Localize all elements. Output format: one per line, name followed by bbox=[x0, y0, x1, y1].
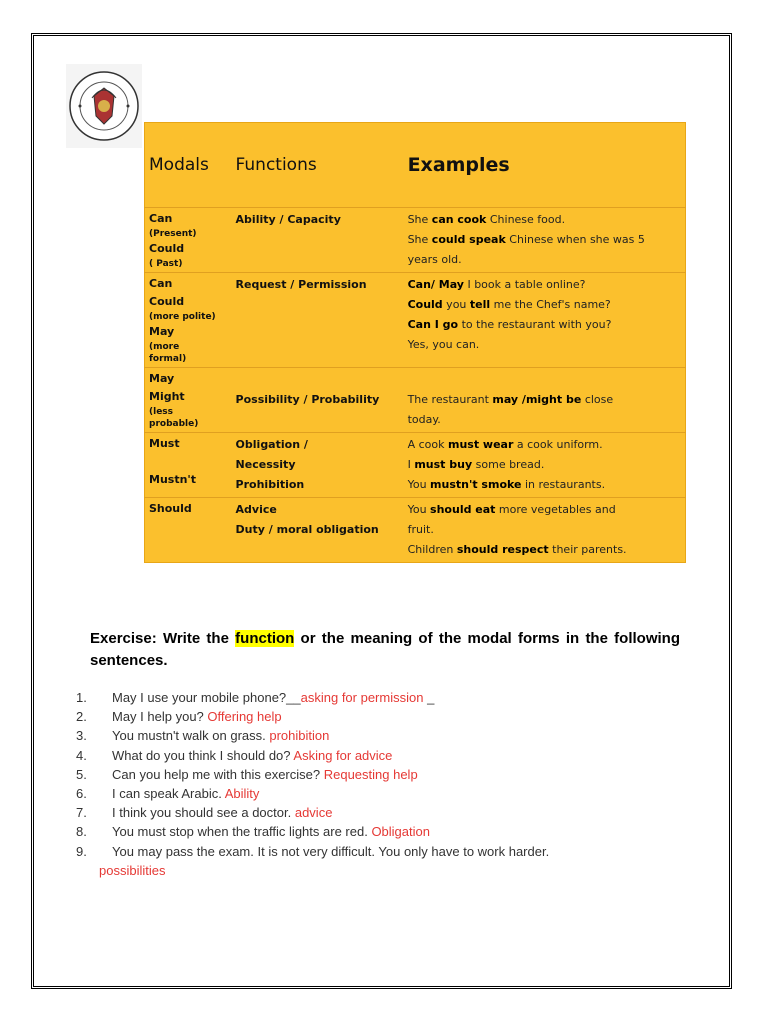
table-row bbox=[145, 208, 686, 273]
item-answer: Ability bbox=[224, 786, 260, 802]
function-cell bbox=[232, 498, 404, 563]
item-question: I think you should see a doctor. bbox=[112, 805, 295, 821]
modal-word: (more bbox=[149, 342, 180, 352]
example-text: close bbox=[581, 393, 614, 406]
list-item bbox=[76, 842, 696, 880]
item-question: You must stop when the traffic lights are red. bbox=[112, 824, 372, 840]
modal-word: ( Past) bbox=[149, 259, 183, 269]
example-modal-phrase: should eat bbox=[430, 503, 496, 516]
item-number: 9. bbox=[76, 843, 87, 859]
function-cell bbox=[232, 368, 404, 433]
modal-word: probable) bbox=[149, 419, 199, 429]
item-question: What do you think I should do? bbox=[112, 747, 294, 763]
exercise-title-start: Exercise: Write the bbox=[90, 630, 236, 647]
example-text: a cook uniform. bbox=[513, 438, 603, 451]
example-line bbox=[408, 435, 681, 455]
example-modal-phrase: mustn't smoke bbox=[430, 478, 522, 491]
header-functions: Functions bbox=[235, 155, 317, 175]
item-question: I can speak Arabic. bbox=[112, 786, 225, 802]
modal-word bbox=[149, 453, 228, 471]
item-answer: prohibition bbox=[269, 728, 330, 744]
function-label bbox=[236, 370, 400, 390]
item-number: 8. bbox=[76, 824, 87, 840]
example-cell bbox=[404, 368, 686, 433]
example-text: in restaurants. bbox=[521, 478, 606, 491]
modal-cell bbox=[145, 433, 232, 498]
function-label: Request / Permission bbox=[235, 278, 367, 291]
example-text: I bbox=[407, 458, 415, 471]
example-modal-phrase: must wear bbox=[447, 438, 514, 451]
example-cell bbox=[404, 433, 686, 498]
modal-word: Can bbox=[149, 277, 173, 290]
example-line bbox=[408, 275, 681, 295]
example-line bbox=[408, 410, 681, 430]
example-line bbox=[408, 455, 681, 475]
item-question: May I use your mobile phone?__ bbox=[112, 690, 301, 705]
item-question: You mustn't walk on grass. bbox=[112, 728, 270, 744]
function-cell bbox=[232, 273, 404, 368]
example-line bbox=[408, 335, 681, 355]
example-text: today. bbox=[407, 413, 441, 426]
example-line bbox=[408, 210, 681, 230]
example-text: Children bbox=[407, 543, 457, 556]
example-line bbox=[408, 520, 681, 540]
item-answer: Offering help bbox=[207, 709, 282, 725]
example-text: I book a table online? bbox=[463, 278, 586, 291]
item-number: 6. bbox=[76, 786, 87, 802]
function-cell bbox=[232, 208, 404, 273]
example-line bbox=[408, 540, 681, 560]
example-text: She bbox=[407, 213, 432, 226]
modal-word: (less bbox=[149, 407, 174, 417]
modal-word: May bbox=[149, 325, 175, 338]
function-label: Advice bbox=[235, 503, 277, 516]
example-line bbox=[408, 315, 681, 335]
example-modal-phrase: could speak bbox=[431, 233, 506, 246]
example-text: Yes, you can. bbox=[407, 338, 480, 351]
example-modal-phrase: Can/ May bbox=[407, 278, 464, 291]
ministry-seal-logo bbox=[66, 64, 142, 148]
example-modal-phrase: may /might be bbox=[492, 393, 582, 406]
item-answer: Obligation bbox=[371, 824, 430, 840]
item-number: 7. bbox=[76, 805, 87, 821]
example-text: me the Chef's name? bbox=[490, 298, 611, 311]
item-question: May I help you? bbox=[112, 709, 208, 725]
function-label: Duty / moral obligation bbox=[235, 523, 379, 536]
example-modal-phrase: tell bbox=[469, 298, 491, 311]
example-modal-phrase: must buy bbox=[414, 458, 473, 471]
item-number: 5. bbox=[76, 766, 87, 782]
example-text: The restaurant bbox=[407, 393, 493, 406]
example-modal-phrase: Could bbox=[407, 298, 443, 311]
modal-word: formal) bbox=[149, 354, 187, 364]
list-item bbox=[76, 688, 696, 707]
modal-word: Can bbox=[149, 212, 173, 225]
list-item bbox=[76, 822, 696, 841]
item-number: 1. bbox=[76, 690, 87, 705]
function-label: Ability / Capacity bbox=[235, 213, 341, 226]
modal-word: May bbox=[149, 372, 175, 385]
modal-word: Must bbox=[149, 437, 180, 450]
header-examples: Examples bbox=[407, 154, 510, 176]
exercise-title-end: or the meaning of the modal forms in the following sentences. bbox=[90, 630, 680, 669]
example-modal-phrase: can cook bbox=[431, 213, 487, 226]
function-label: Possibility / Probability bbox=[235, 393, 380, 406]
modal-cell bbox=[145, 208, 232, 273]
table-row bbox=[145, 273, 686, 368]
exercise-list bbox=[76, 688, 696, 880]
item-answer: advice bbox=[294, 805, 333, 821]
modal-word: Could bbox=[149, 242, 185, 255]
item-answer: Requesting help bbox=[323, 766, 418, 782]
example-line bbox=[408, 250, 681, 270]
function-cell bbox=[232, 433, 404, 498]
item-question: Can you help me with this exercise? bbox=[112, 766, 324, 782]
table-row bbox=[145, 433, 686, 498]
list-item bbox=[76, 707, 696, 726]
example-text: You bbox=[407, 478, 431, 491]
example-line bbox=[408, 500, 681, 520]
function-label: Obligation / bbox=[235, 438, 308, 451]
example-text: Chinese when she was 5 bbox=[505, 233, 645, 246]
modal-word: Mustn't bbox=[149, 473, 197, 486]
example-line bbox=[408, 295, 681, 315]
example-cell bbox=[404, 208, 686, 273]
table-row bbox=[145, 498, 686, 563]
example-cell bbox=[404, 273, 686, 368]
example-text: She bbox=[407, 233, 432, 246]
modal-word: (more polite) bbox=[149, 312, 216, 322]
example-line bbox=[408, 230, 681, 250]
modal-word: (Present) bbox=[149, 229, 197, 239]
example-text: to the restaurant with you? bbox=[458, 318, 612, 331]
example-text: You bbox=[407, 503, 431, 516]
example-line bbox=[408, 370, 681, 390]
highlighted-word: function bbox=[235, 630, 295, 647]
list-item bbox=[76, 784, 696, 803]
exercise-instructions bbox=[90, 628, 680, 672]
list-item bbox=[76, 726, 696, 745]
modal-word: Could bbox=[149, 295, 185, 308]
example-line bbox=[408, 390, 681, 410]
list-item bbox=[76, 746, 696, 765]
example-modal-phrase: Can I go bbox=[407, 318, 459, 331]
modal-cell bbox=[145, 498, 232, 563]
list-item bbox=[76, 803, 696, 822]
item-answer: possibilities bbox=[99, 862, 166, 878]
example-text: more vegetables and bbox=[495, 503, 616, 516]
item-number: 3. bbox=[76, 728, 87, 744]
example-line bbox=[408, 475, 681, 495]
header-modals: Modals bbox=[149, 155, 209, 175]
item-answer: Asking for advice bbox=[293, 747, 393, 763]
example-text: Chinese food. bbox=[486, 213, 566, 226]
example-modal-phrase: should respect bbox=[456, 543, 549, 556]
example-text: A cook bbox=[407, 438, 448, 451]
example-text: years old. bbox=[407, 253, 462, 266]
example-text: their parents. bbox=[548, 543, 627, 556]
item-number: 4. bbox=[76, 747, 87, 763]
item-question: You may pass the exam. It is not very difficult. You only have to work harder. bbox=[112, 843, 550, 859]
example-text: fruit. bbox=[407, 523, 434, 536]
function-label: Necessity bbox=[235, 458, 296, 471]
example-text: you bbox=[442, 298, 470, 311]
example-text: some bread. bbox=[472, 458, 545, 471]
modal-word: Might bbox=[149, 390, 185, 403]
modal-word: Should bbox=[149, 502, 192, 515]
function-label: Prohibition bbox=[235, 478, 305, 491]
modal-cell bbox=[145, 368, 232, 433]
item-number: 2. bbox=[76, 709, 87, 725]
list-item bbox=[76, 765, 696, 784]
table-header-row bbox=[145, 123, 686, 208]
example-cell bbox=[404, 498, 686, 563]
item-answer: asking for permission bbox=[300, 690, 424, 705]
modal-cell bbox=[145, 273, 232, 368]
table-row bbox=[145, 368, 686, 433]
item-tail: _ bbox=[423, 690, 435, 705]
modals-table bbox=[144, 122, 686, 563]
